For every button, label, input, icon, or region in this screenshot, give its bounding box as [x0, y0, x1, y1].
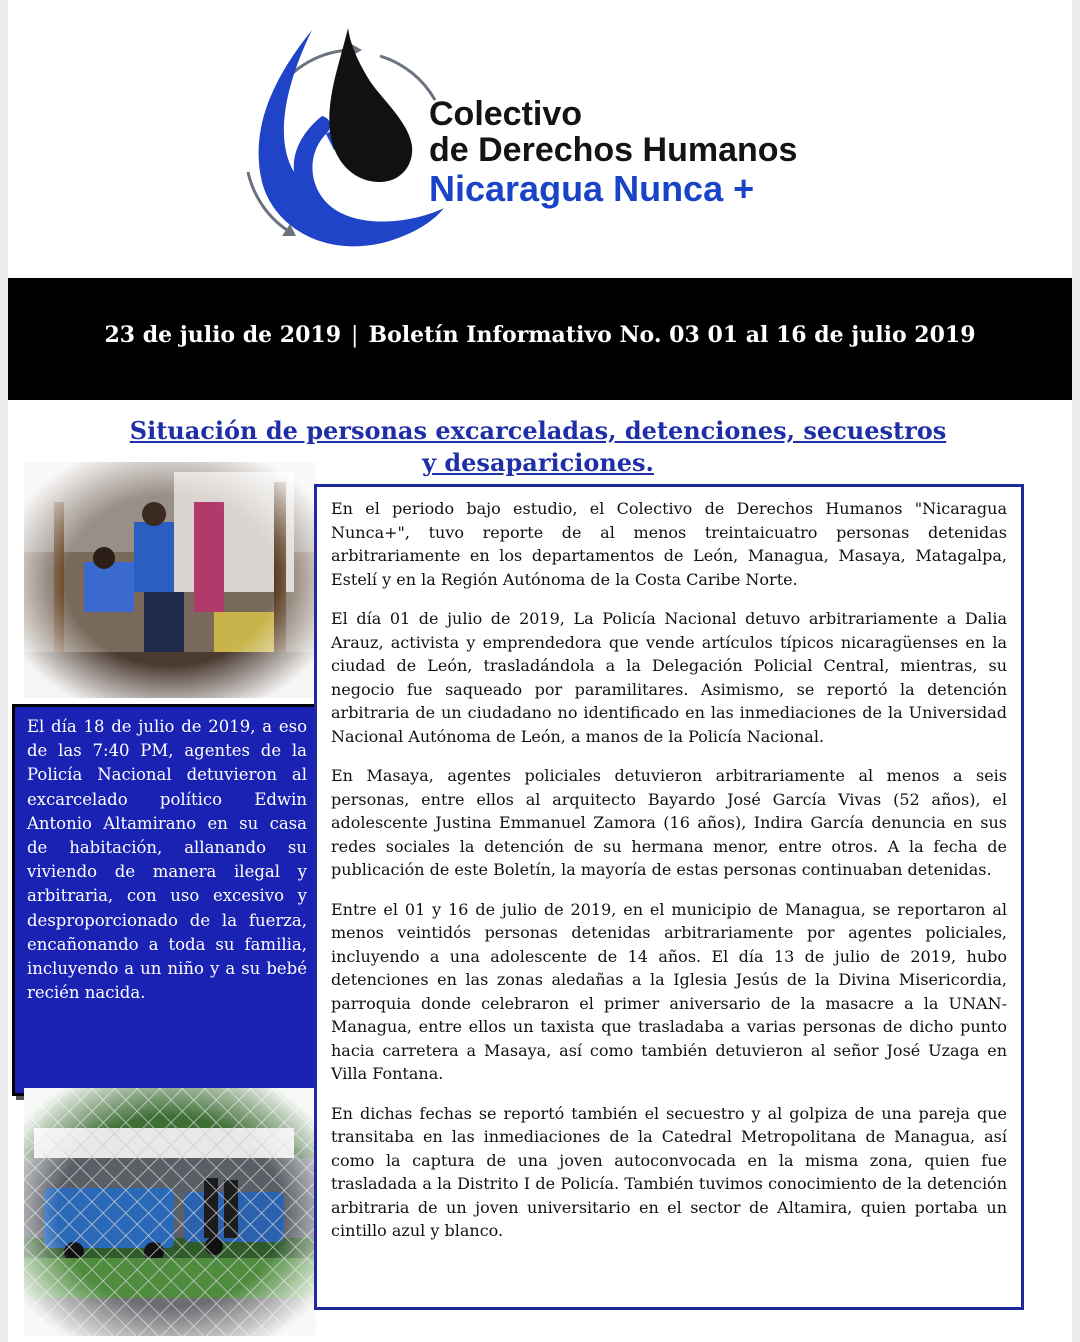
- banner-text: [8, 322, 1072, 348]
- org-name-line2: de Derechos Humanos: [429, 131, 798, 169]
- dove-drop-logo-icon: [230, 22, 450, 260]
- police-patrol-photo: [24, 1088, 316, 1336]
- sidebar-callout-text: El día 18 de julio de 2019, a eso de las 7:40 PM, agentes de la Policía Nacional detuvieron al excarcelado político Edwin Antonio Altamirano en su casa de habitación, allanando su viviendo de manera ilegal y arbitraria, con uso excesivo y desproporcionado de la fuerza, encañonando a toda su familia, incluyendo a un niño y a su bebé recién nacida.: [27, 717, 307, 1003]
- article-paragraph-2: El día 01 de julio de 2019, La Policía Nacional detuvo arbitrariamente a Dalia Arauz, activista y emprendedora que vende artículos típicos nicaragüenses en la ciudad de León, trasladándola a la Delegación Policial Central, mientras, su negocio fue saqueado por paramilitares. Asimismo, se reportó la detención arbitraria de un ciudadano no identificado en las inmediaciones de la Universidad Nacional Autónoma de León, a manos de la Policía Nacional.: [331, 609, 1007, 746]
- section-headline: Situación de personas excarceladas, detenciones, secuestros y desapariciones.: [129, 416, 947, 477]
- main-article-box: [314, 484, 1024, 1310]
- banner-separator: |: [351, 323, 359, 348]
- date-banner: [8, 278, 1072, 400]
- bulletin-title: Boletín Informativo No. 03 01 al 16 de julio 2019: [368, 322, 976, 348]
- article-paragraph-5: En dichas fechas se reportó también el secuestro y al golpiza de una pareja que transitaba en las inmediaciones de la Catedral Metropolitana de Managua, así como la captura de una joven autoconvocada en la misma zona, quien fue trasladada a la Distrito I de Policía. También tuvimos conocimiento de la detención arbitraria de un joven universitario en el sector de Altamira, quien portaba un cintillo azul y blanco.: [331, 1103, 1007, 1240]
- arrest-photo: [24, 462, 316, 698]
- sidebar-callout: [12, 704, 320, 1096]
- article-paragraph-1: En el periodo bajo estudio, el Colectivo de Derechos Humanos "Nicaragua Nunca+", tuvo reporte de al menos treintaicuatro personas detenidas arbitrariamente en los departamentos de León, Managua, Masaya, Matagalpa, Estelí y en la Región Autónoma de la Costa Caribe Norte.: [331, 499, 1007, 589]
- bulletin-date: 23 de julio de 2019: [104, 322, 342, 348]
- bulletin-page: [8, 0, 1072, 1342]
- org-name-line1: Colectivo: [429, 95, 583, 133]
- masthead: [8, 0, 1072, 278]
- article-paragraph-4: Entre el 01 y 16 de julio de 2019, en el municipio de Managua, se reportaron al menos veintidós personas detenidas arbitrariamente por agentes policiales, incluyendo a una adolescente de 14 años. El día 13 de julio de 2019, hubo detenciones en las zonas aledañas a la Iglesia Jesús de la Divina Misericordia, parroquia donde celebraron el primer aniversario de la masacre a la UNAN-Managua, entre ellos un taxista que trasladaba a varias personas de dicho punto hacia carretera a Masaya, así como también detuvieron al señor José Uzaga en Villa Fontana.: [331, 899, 1007, 1083]
- article-paragraph-3: En Masaya, agentes policiales detuvieron arbitrariamente al menos a seis personas, entre ellos al arquitecto Bayardo José García Vivas (52 años), el adolescente Justina Emmanuel Zamora (16 años), Indira García denuncia en sus redes sociales la detención de su hermana menor, entre otros. A la fecha de publicación de este Boletín, la mayoría de estas personas continuaban detenidas.: [331, 766, 1007, 879]
- org-name-line3: Nicaragua Nunca +: [429, 168, 755, 209]
